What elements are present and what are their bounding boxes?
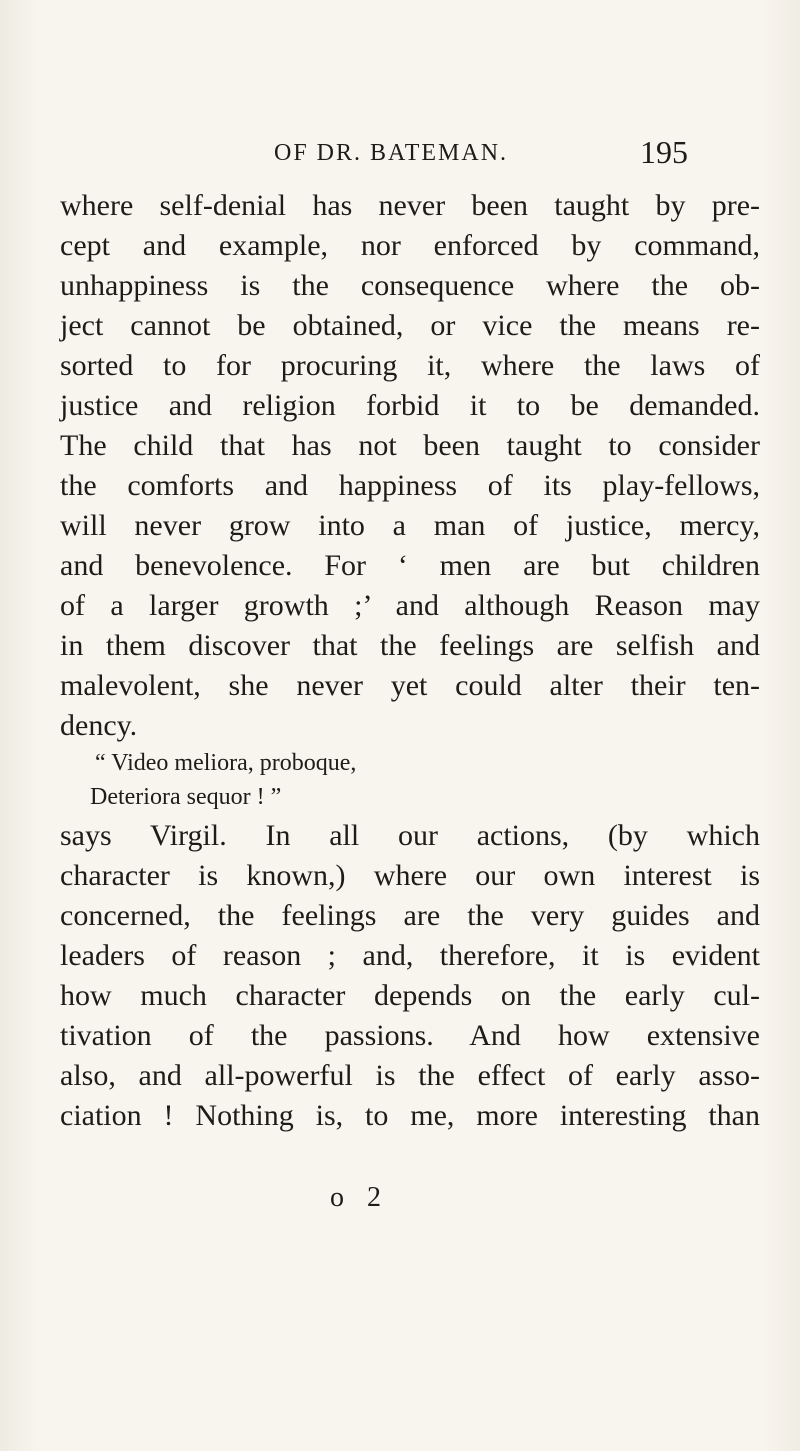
text-line: ciation ! Nothing is, to me, more interesting than	[60, 1099, 760, 1132]
quotation-line: “ Video meliora, proboque,	[95, 750, 357, 776]
page-header	[0, 130, 800, 180]
page-body	[60, 186, 760, 1132]
text-line: where self-denial has never been taught by pre-	[60, 189, 760, 222]
paragraph-1	[60, 186, 760, 746]
text-line: cept and example, nor enforced by command,	[60, 229, 760, 262]
text-line: unhappiness is the consequence where the ob-	[60, 269, 760, 302]
text-line: concerned, the feelings are the very guides and	[60, 899, 760, 932]
text-line: and benevolence. For ‘ men are but children	[60, 549, 760, 582]
page-number: 195	[640, 134, 688, 170]
text-line: in them discover that the feelings are selfish and	[60, 629, 760, 662]
paragraph-2	[60, 816, 760, 1136]
text-line: also, and all-powerful is the effect of early asso-	[60, 1059, 760, 1092]
text-line: tivation of the passions. And how extensive	[60, 1019, 760, 1052]
text-line: will never grow into a man of justice, mercy,	[60, 509, 760, 542]
text-line: The child that has not been taught to consider	[60, 429, 760, 462]
latin-quotation	[60, 746, 760, 814]
text-line: the comforts and happiness of its play-fellows,	[60, 469, 760, 502]
text-line: how much character depends on the early cul-	[60, 979, 760, 1012]
text-line: justice and religion forbid it to be demanded.	[60, 389, 760, 422]
quotation-line: Deteriora sequor ! ”	[90, 784, 282, 810]
text-line: of a larger growth ;’ and although Reason may	[60, 589, 760, 622]
text-line: leaders of reason ; and, therefore, it is evident	[60, 939, 760, 972]
signature-mark: o 2	[330, 1182, 389, 1213]
text-line: ject cannot be obtained, or vice the means re-	[60, 309, 760, 342]
text-line: dency.	[60, 709, 138, 742]
text-line: character is known,) where our own interest is	[60, 859, 760, 892]
text-line: sorted to for procuring it, where the laws of	[60, 349, 760, 382]
running-head: OF DR. BATEMAN.	[274, 140, 509, 166]
text-line: says Virgil. In all our actions, (by which	[60, 819, 760, 852]
text-line: malevolent, she never yet could alter their ten-	[60, 669, 760, 702]
